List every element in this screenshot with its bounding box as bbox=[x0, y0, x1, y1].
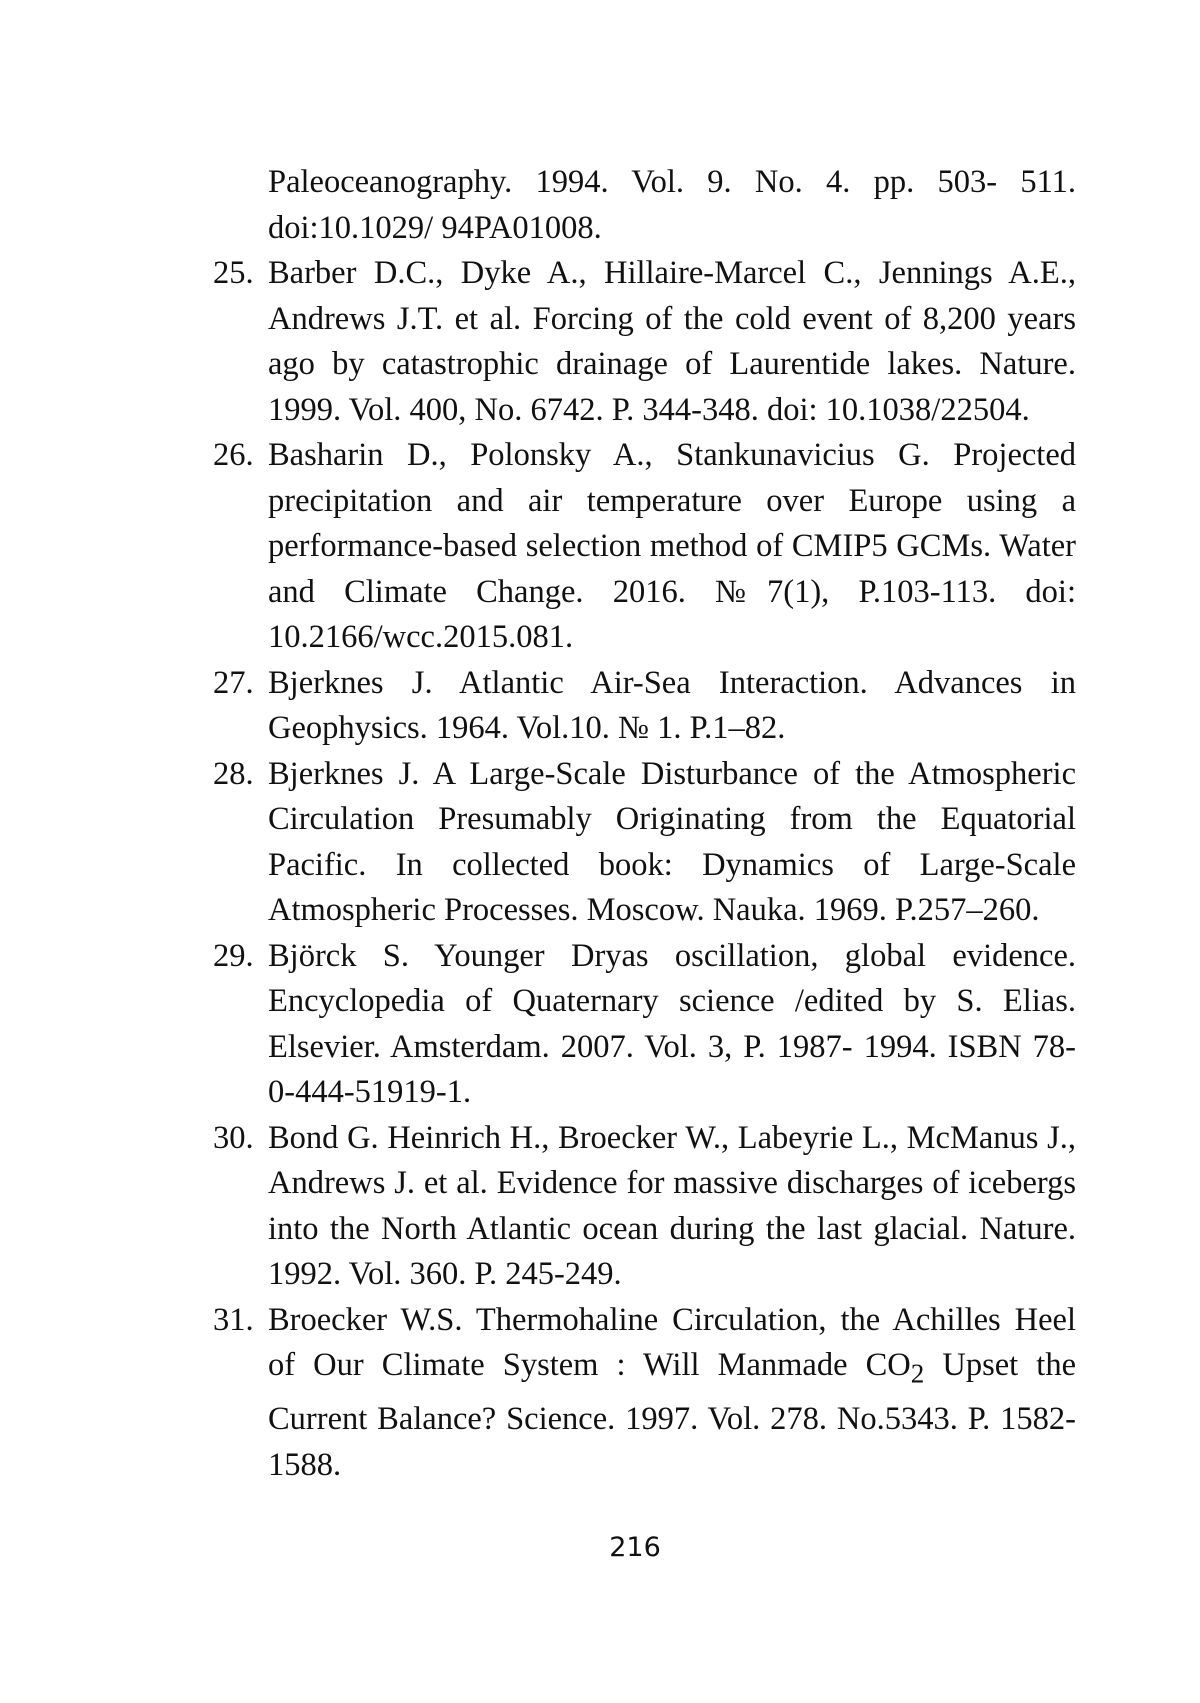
reference-subscript: 2 bbox=[910, 1358, 925, 1389]
reference-text: Paleoceanography. 1994. Vol. 9. No. 4. pp. 503- 511. doi:10.1029/ 94PA01008. bbox=[268, 164, 1076, 246]
reference-26 bbox=[213, 433, 1076, 661]
reference-text: Björck S. Younger Dryas oscillation, global evidence. Encyclopedia of Quaternary science /edited by S. Elias. Elsevier. Amsterdam. 2007. Vol. 3, P. 1987- 1994. ISBN 78-0-444-51919-1. bbox=[268, 937, 1076, 1110]
reference-29 bbox=[213, 934, 1076, 1116]
reference-text: Basharin D., Polonsky A., Stankunavicius G. Projected precipitation and air temperature over Europe using a performance-based selection method of CMIP5 GCMs. Water and Climate Change. 2016. №7(1), P.103-113. doi: 10.2166/wcc.2015.081. bbox=[268, 437, 1076, 655]
reference-31 bbox=[213, 1298, 1076, 1489]
reference-number: 25. bbox=[213, 255, 254, 291]
reference-text-before: Broecker W.S. Thermohaline Circulation, the Achilles Heel of Our Climate System : Will Manmade CO bbox=[268, 1301, 1076, 1383]
reference-28 bbox=[213, 752, 1076, 934]
reference-number: 26. bbox=[213, 437, 254, 473]
reference-27 bbox=[213, 661, 1076, 752]
reference-number: 30. bbox=[213, 1119, 254, 1156]
reference-text: Barber D.C., Dyke A., Hillaire-Marcel C., Jennings A.E., Andrews J.T. et al. Forcing of the cold event of 8,200 years ago by catastrophic drainage of Laurentide lakes. Nature. 1999. Vol. 400, No. 6742. P. 344-348. doi: 10.1038/22504. bbox=[268, 255, 1076, 428]
reference-list bbox=[213, 160, 1076, 1488]
page-number: 216 bbox=[609, 1532, 661, 1563]
reference-number: 29. bbox=[213, 937, 254, 974]
reference-text: Bjerknes J. A Large-Scale Disturbance of the Atmospheric Circulation Presumably Originating from the Equatorial Pacific. In collected book: Dynamics of Large-Scale Atmospheric Processes. Moscow. Nauka. 1969. P.257–260. bbox=[268, 755, 1076, 928]
reference-number: 31. bbox=[213, 1301, 254, 1338]
reference-text: Bjerknes J. Atlantic Air-Sea Interaction. Advances in Geophysics. 1964. Vol.10. № 1. P.1–82. bbox=[268, 664, 1076, 746]
reference-25 bbox=[213, 251, 1076, 433]
reference-continuation bbox=[268, 160, 1076, 251]
reference-text: Bond G. Heinrich H., Broecker W., Labeyrie L., McManus J., Andrews J. et al. Evidence for massive discharges of icebergs into the North Atlantic ocean during the last glacial. Nature. 1992. Vol. 360. P. 245-249. bbox=[268, 1119, 1076, 1292]
reference-text-after: Upset the Current Balance? Science. 1997. Vol. 278. No.5343. P. 1582-1588. bbox=[268, 1347, 1076, 1483]
reference-number: 28. bbox=[213, 755, 254, 792]
reference-30 bbox=[213, 1116, 1076, 1298]
reference-number: 27. bbox=[213, 664, 254, 701]
